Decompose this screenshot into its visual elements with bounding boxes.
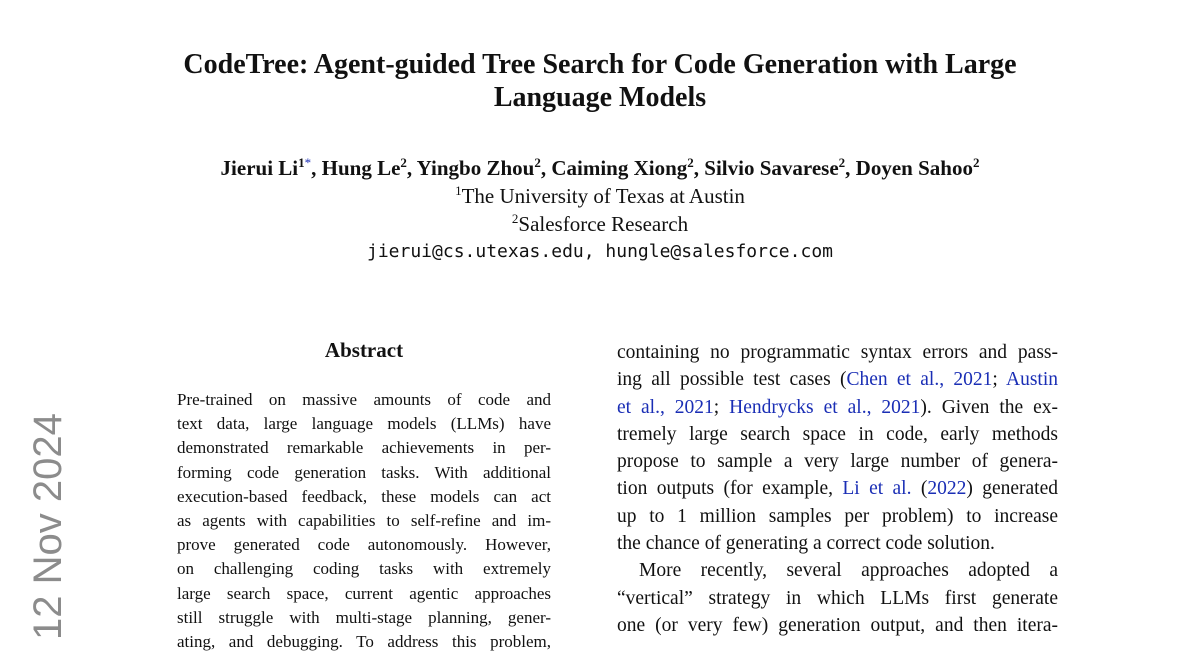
citation-link-hendrycks[interactable]: Hendrycks et al., 2021: [729, 396, 921, 418]
body-text-fragment: ;: [992, 369, 1006, 391]
abstract-line: ating, and debugging. To address this problem,: [177, 632, 551, 652]
body-line: the chance of generating a correct code solution.: [617, 533, 995, 555]
abstract-line: prove generated code autonomously. However,: [177, 535, 551, 555]
citation-link-li-year[interactable]: 2022: [927, 478, 967, 500]
body-text-fragment: ) generated: [966, 478, 1059, 500]
citation-link-austin-cont[interactable]: et al., 2021: [617, 396, 714, 418]
abstract-line: execution-based feedback, these models can act: [177, 486, 551, 506]
author-list: Jierui $Li^{1*}$, Hung Le$^2$, Yingbo Zhou$^2$, Caiming Xiong$^2$, Silvio Savarese$^2$, Doyen Sahoo$^2$: [220, 155, 980, 180]
author-affiliation-mark: 2: [400, 155, 407, 170]
body-text-fragment: ;: [713, 396, 730, 418]
author-affiliation-mark: 2: [534, 155, 541, 170]
paper-title: [130, 48, 1070, 114]
abstract-line: Pre-trained on massive amounts of code and: [177, 390, 551, 409]
abstract-line: still struggle with multi-stage planning, gener-: [177, 607, 551, 627]
body-text-fragment: ing all possible test cases (: [617, 369, 847, 391]
body-line: up to 1 million samples per problem) to increase: [617, 505, 1058, 527]
body-line: [617, 394, 1058, 421]
paper-title-line-1: CodeTree: Agent-guided Tree Search for Code Generation with Large: [183, 49, 1017, 80]
author-name: Yingbo Zhou: [416, 156, 535, 180]
abstract-text: [177, 388, 551, 654]
body-text-fragment: ). Given the ex-: [920, 396, 1059, 418]
author-affiliation-mark: 1: [298, 155, 305, 170]
citation-link-austin[interactable]: Austin: [1005, 369, 1058, 391]
body-line: [617, 366, 1058, 393]
body-line: More recently, several approaches adopted a: [639, 560, 1058, 582]
body-line: containing no programmatic syntax errors and pass-: [617, 342, 1058, 363]
abstract-line: as agents with capabilities to self-refine and im-: [177, 511, 551, 531]
body-line: tremely large search space in code, early methods: [617, 423, 1058, 445]
author-affiliation-mark: 2: [687, 155, 694, 170]
body-text-fragment: (: [911, 478, 928, 500]
citation-link-li[interactable]: Li et al.: [842, 478, 912, 500]
author-affiliation-mark: 2: [838, 155, 846, 170]
affiliation-name: Salesforce Research: [518, 212, 689, 236]
affiliation-mark: 1: [455, 183, 462, 198]
abstract-line: large search space, current agentic approaches: [177, 583, 551, 603]
affiliation: [100, 183, 1100, 209]
paper-title-line-2: Language Models: [493, 82, 707, 113]
affiliation-mark: 2: [511, 211, 519, 226]
author-emails: jierui@cs.utexas.edu, hungle@salesforce.com: [367, 241, 833, 262]
author-name: Doyen Sahoo: [855, 156, 973, 180]
body-text-column: [617, 339, 1058, 639]
author-affiliation-mark: 2: [972, 155, 980, 170]
corresponding-author-mark[interactable]: *: [304, 155, 312, 170]
body-line: propose to sample a very large number of genera-: [617, 451, 1058, 473]
affiliation-name: The University of Texas at Austin: [461, 184, 745, 208]
abstract-line: text data, large language models (LLMs) have: [177, 414, 551, 434]
affiliation: [100, 211, 1100, 237]
author-name: Silvio Savarese: [704, 156, 839, 180]
citation-link-chen[interactable]: Chen et al., 2021: [846, 369, 993, 391]
abstract-line: on challenging coding tasks with extremely: [177, 559, 551, 579]
abstract-heading: Abstract: [324, 338, 404, 362]
author-name: Caiming Xiong: [551, 156, 688, 180]
author-name: Hung Le: [321, 156, 401, 180]
body-line: [617, 475, 1058, 502]
abstract-line: demonstrated remarkable achievements in per-: [177, 438, 551, 458]
arxiv-date-stamp: 12 Nov 2024: [26, 413, 70, 640]
body-line: “vertical” strategy in which LLMs first generate: [617, 587, 1058, 609]
author-name: Jierui Li: [220, 156, 299, 180]
body-text-fragment: tion outputs (for example,: [617, 478, 843, 500]
body-line: one (or very few) generation output, and then itera-: [617, 614, 1058, 636]
abstract-line: forming code generation tasks. With additional: [177, 462, 551, 482]
